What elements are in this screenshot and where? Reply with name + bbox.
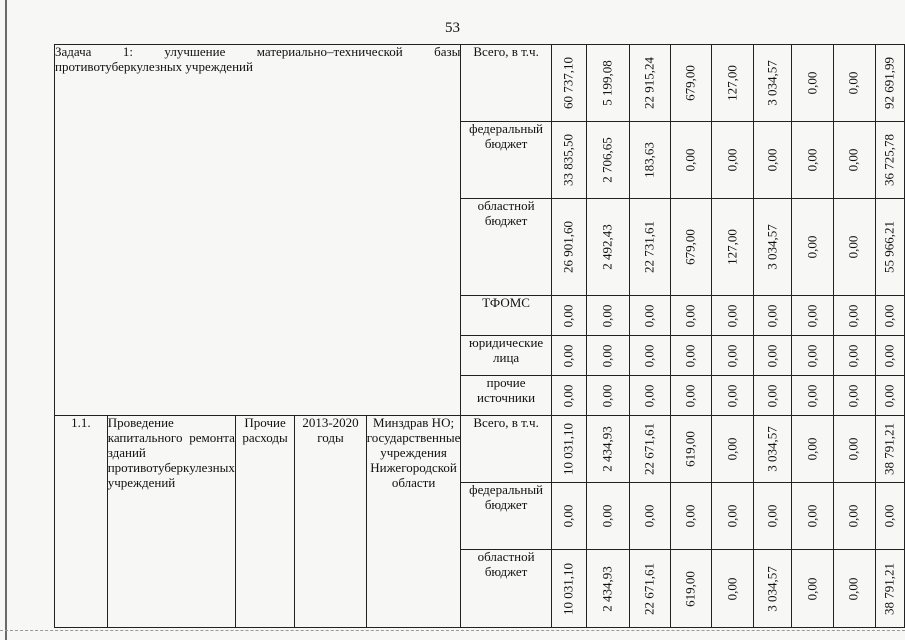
value-text: 0,00 [804,504,820,528]
value-text: 2 492,43 [599,224,615,270]
value-text: 0,00 [599,344,615,367]
value-cell [629,296,670,336]
value-cell [833,45,875,122]
source-label: прочие источники [461,376,551,416]
value-text: 679,00 [682,65,698,101]
source-label: Всего, в т.ч. [461,45,551,122]
item-section [55,416,905,628]
value-cell [833,336,875,376]
value-text: 0,00 [724,344,740,367]
value-text: 38 791,21 [881,423,897,475]
value-cell [671,122,712,199]
value-cell [792,483,833,550]
value-cell [753,416,791,483]
value-text: 0,00 [682,148,698,172]
item-number: 1.1. [55,416,108,628]
value-text: 0,00 [724,384,740,407]
value-text: 10 031,10 [560,562,576,615]
value-text: 0,00 [845,235,861,259]
value-text: 0,00 [641,344,657,367]
value-text: 0,00 [682,344,698,367]
value-text: 0,00 [845,577,861,600]
value-cell [712,199,753,296]
value-cell [876,336,905,376]
scan-left-edge [5,0,7,640]
value-text: 0,00 [804,344,820,367]
value-text: 0,00 [641,304,657,327]
value-text: 0,00 [804,384,820,407]
task-title: Задача 1: улучшение материально–технической базы противотуберкулезных учреждений [55,45,461,416]
item-row [55,416,905,483]
value-cell [833,122,875,199]
value-cell [629,199,670,296]
scan-bottom-edge [0,630,905,632]
value-cell [792,122,833,199]
value-cell [551,416,587,483]
value-text: 0,00 [724,437,740,461]
value-text: 183,63 [641,142,657,178]
value-cell [792,416,833,483]
value-text: 0,00 [560,384,576,407]
value-text: 127,00 [724,65,740,101]
value-cell [876,296,905,336]
value-cell [712,550,753,628]
value-text: 2 434,93 [599,426,615,472]
value-text: 22 731,61 [641,221,657,273]
value-cell [753,483,791,550]
value-cell [833,416,875,483]
value-text: 55 966,21 [881,221,897,273]
page-number: 53 [445,20,460,36]
value-text: 0,00 [764,344,780,367]
item-name: Проведение капитального ремонта зданий противотуберкулезных учреждений [107,416,235,628]
value-cell [876,376,905,416]
value-cell [792,296,833,336]
value-cell [587,45,629,122]
value-cell [671,483,712,550]
value-cell [629,45,670,122]
value-text: 0,00 [599,304,615,327]
value-cell [629,376,670,416]
value-text: 0,00 [682,304,698,327]
value-text: 0,00 [599,384,615,407]
value-text: 0,00 [881,304,897,327]
value-cell [833,296,875,336]
budget-table [54,44,905,628]
value-text: 0,00 [560,304,576,327]
value-text: 0,00 [682,504,698,528]
value-cell [587,122,629,199]
value-cell [753,45,791,122]
value-text: 0,00 [599,504,615,528]
value-text: 0,00 [881,344,897,367]
value-cell [712,416,753,483]
item-expense-type: Прочие расходы [235,416,294,628]
value-cell [629,550,670,628]
source-label: областной бюджет [461,550,551,628]
value-text: 0,00 [845,504,861,528]
value-text: 0,00 [804,577,820,600]
task-section [55,45,905,416]
value-text: 0,00 [724,504,740,528]
value-text: 0,00 [804,437,820,461]
value-cell [712,336,753,376]
value-text: 10 031,10 [560,423,576,475]
value-cell [587,416,629,483]
item-executor: Минздрав НО; государственные учреждения Нижегородской области [366,416,461,628]
task-row [55,45,905,122]
value-cell [833,376,875,416]
value-cell [551,336,587,376]
value-text: 0,00 [764,148,780,172]
value-cell [587,483,629,550]
value-cell [551,376,587,416]
value-text: 0,00 [682,384,698,407]
value-cell [833,199,875,296]
value-text: 0,00 [845,71,861,95]
value-cell [876,122,905,199]
value-text: 0,00 [560,504,576,528]
value-cell [551,296,587,336]
value-cell [629,416,670,483]
value-text: 36 725,78 [881,134,897,186]
value-cell [551,122,587,199]
value-cell [876,199,905,296]
value-text: 60 737,10 [560,57,576,109]
value-text: 0,00 [804,148,820,172]
value-cell [671,416,712,483]
value-text: 0,00 [845,344,861,367]
value-cell [551,483,587,550]
value-cell [792,376,833,416]
value-text: 0,00 [641,504,657,528]
value-cell [753,199,791,296]
value-cell [833,483,875,550]
item-period: 2013-2020 годы [295,416,366,628]
value-text: 0,00 [845,304,861,327]
value-cell [671,45,712,122]
value-text: 5 199,08 [599,60,615,106]
value-cell [551,45,587,122]
value-text: 2 434,93 [599,565,615,612]
value-cell [551,199,587,296]
value-cell [712,122,753,199]
value-cell [792,45,833,122]
value-cell [753,376,791,416]
value-cell [671,199,712,296]
value-cell [792,199,833,296]
value-text: 33 835,50 [560,134,576,186]
source-label: юридические лица [461,336,551,376]
value-text: 3 034,57 [764,426,780,472]
value-text: 3 034,57 [764,565,780,612]
source-label: ТФОМС [461,296,551,336]
value-text: 127,00 [724,229,740,265]
value-text: 0,00 [560,344,576,367]
value-text: 26 901,60 [560,221,576,273]
value-text: 0,00 [764,504,780,528]
value-cell [876,550,905,628]
value-cell [629,483,670,550]
value-text: 0,00 [881,384,897,407]
value-text: 0,00 [804,304,820,327]
value-text: 0,00 [881,504,897,528]
value-text: 679,00 [682,229,698,265]
value-cell [753,122,791,199]
value-text: 0,00 [724,577,740,600]
source-label: федеральный бюджет [461,483,551,550]
value-cell [753,296,791,336]
value-text: 0,00 [845,384,861,407]
value-cell [587,296,629,336]
value-cell [671,336,712,376]
value-text: 38 791,21 [881,562,897,615]
value-cell [587,550,629,628]
value-cell [876,45,905,122]
value-text: 619,00 [682,431,698,467]
value-text: 3 034,57 [764,60,780,106]
value-cell [712,483,753,550]
value-text: 619,00 [682,570,698,607]
value-text: 0,00 [845,148,861,172]
value-cell [671,376,712,416]
value-cell [833,550,875,628]
source-label: федеральный бюджет [461,122,551,199]
value-text: 0,00 [764,384,780,407]
value-text: 0,00 [845,437,861,461]
value-text: 22 915,24 [641,57,657,109]
source-label: областной бюджет [461,199,551,296]
value-cell [712,45,753,122]
value-cell [629,336,670,376]
value-text: 3 034,57 [764,224,780,270]
value-cell [712,296,753,336]
source-label: Всего, в т.ч. [461,416,551,483]
value-text: 0,00 [724,304,740,327]
value-cell [753,550,791,628]
value-text: 0,00 [764,304,780,327]
value-text: 0,00 [804,71,820,95]
value-cell [792,550,833,628]
value-text: 92 691,99 [881,57,897,109]
value-cell [587,199,629,296]
value-text: 22 671,61 [641,423,657,475]
value-cell [753,336,791,376]
value-text: 22 671,61 [641,562,657,615]
value-text: 0,00 [641,384,657,407]
value-cell [671,550,712,628]
value-text: 0,00 [724,148,740,172]
value-cell [792,336,833,376]
value-text: 2 706,65 [599,137,615,183]
value-cell [671,296,712,336]
value-cell [551,550,587,628]
value-cell [587,376,629,416]
value-text: 0,00 [804,235,820,259]
value-cell [876,483,905,550]
value-cell [629,122,670,199]
value-cell [587,336,629,376]
value-cell [712,376,753,416]
value-cell [876,416,905,483]
